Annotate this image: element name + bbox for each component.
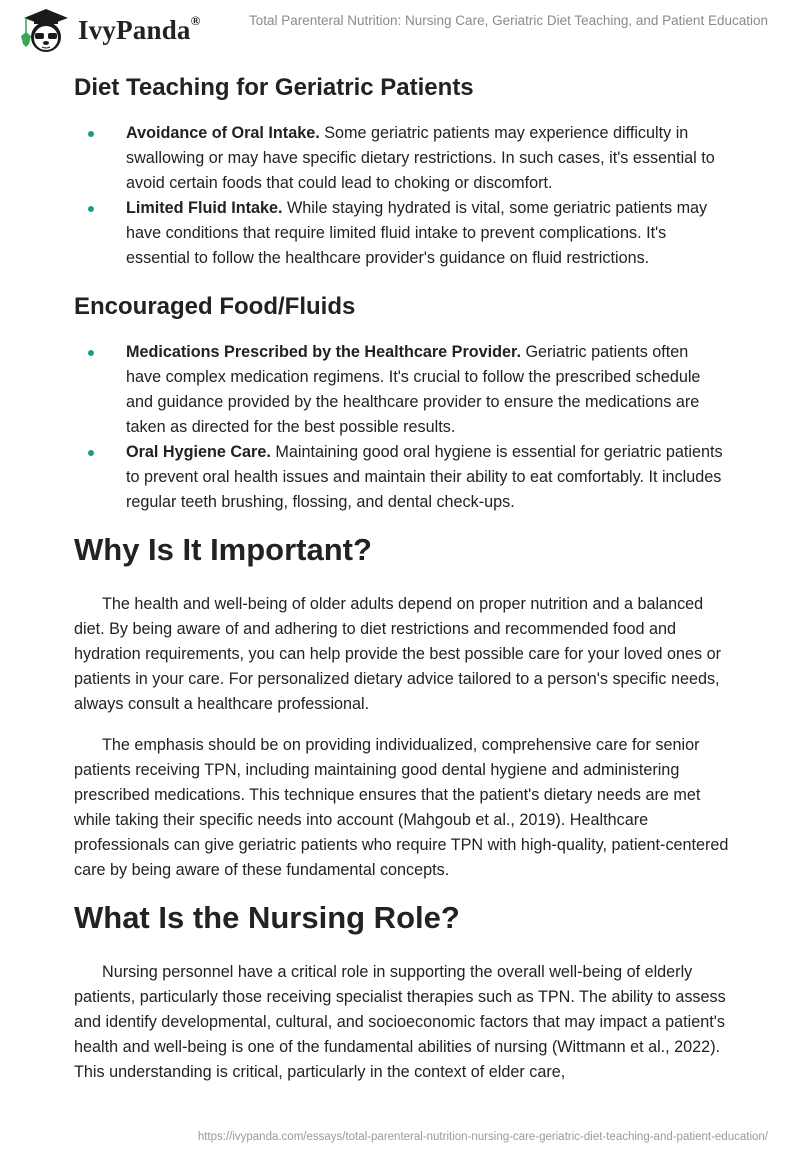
ivypanda-logo[interactable] xyxy=(18,6,201,54)
section-heading-why-important: Why Is It Important? xyxy=(74,532,372,567)
list-item xyxy=(74,196,724,271)
brand-name: IvyPanda® xyxy=(78,12,201,45)
diet-teaching-list xyxy=(74,121,724,271)
bullet-icon xyxy=(88,206,94,212)
source-url[interactable]: https://ivypanda.com/essays/total-parenteral-nutrition-nursing-care-geriatric-diet-teaching-and-patient-education/ xyxy=(197,1131,768,1143)
list-item xyxy=(74,121,724,196)
section-heading-nursing-role: What Is the Nursing Role? xyxy=(74,900,460,935)
list-item xyxy=(74,340,724,440)
bullet-icon xyxy=(88,131,94,137)
paragraph: Nursing personnel have a critical role in supporting the overall well-being of elderly patients, particularly those receiving specialist therapies such as TPN. The ability to assess and identify developmental, cultural, and socioeconomic factors that may impact a patient's health and well-being is one of the fundamental abilities of nursing (Wittmann et al., 2022). This understanding is critical, particularly in the context of elder care, xyxy=(74,963,726,1081)
item-text: Geriatric patients often have complex medication regimens. It's crucial to follow the prescribed schedule and guidance provided by the healthcare provider to ensure the medications are taken as directed for the best possible results. xyxy=(126,343,701,436)
item-title: Oral Hygiene Care. xyxy=(126,443,271,461)
page-header xyxy=(0,0,800,60)
item-text: While staying hydrated is vital, some geriatric patients may have conditions that require limited fluid intake to prevent complications. It's essential to follow the healthcare provider's guidance on fluid restrictions. xyxy=(126,199,708,267)
item-text: Maintaining good oral hygiene is essential for geriatric patients to prevent oral health issues and maintain their ability to eat comfortably. It includes regular teeth brushing, flossing, and dental check-ups. xyxy=(126,443,723,511)
paragraph: The health and well-being of older adults depend on proper nutrition and a balanced diet. By being aware of and adhering to diet restrictions and recommended food and hydration requirements, you can help provide the best possible care for your loved ones or patients in your care. For personalized dietary advice tailored to a person's specific needs, always consult a healthcare professional. xyxy=(74,595,721,713)
item-title: Avoidance of Oral Intake. xyxy=(126,124,320,142)
item-title: Limited Fluid Intake. xyxy=(126,199,283,217)
paragraph: The emphasis should be on providing individualized, comprehensive care for senior patients receiving TPN, including maintaining good dental hygiene and administering prescribed medications. This technique ensures that the patient's dietary needs are met while taking their specific needs into account (Mahgoub et al., 2019). Healthcare professionals can give geriatric patients who require TPN with high-quality, patient-centered care by being aware of these fundamental concepts. xyxy=(74,736,729,879)
encouraged-list xyxy=(74,340,724,515)
list-item xyxy=(74,440,724,515)
section-heading-diet-teaching: Diet Teaching for Geriatric Patients xyxy=(74,74,474,101)
bullet-icon xyxy=(88,450,94,456)
item-text: Some geriatric patients may experience difficulty in swallowing or may have specific dietary restrictions. In such cases, it's essential to avoid certain foods that could lead to choking or discomfort. xyxy=(126,124,715,192)
bullet-icon xyxy=(88,350,94,356)
section-heading-encouraged: Encouraged Food/Fluids xyxy=(74,293,356,320)
document-title: Total Parenteral Nutrition: Nursing Care, Geriatric Diet Teaching, and Patient Education xyxy=(248,13,768,28)
item-title: Medications Prescribed by the Healthcare Provider. xyxy=(126,343,521,361)
panda-graduate-icon xyxy=(18,6,70,54)
